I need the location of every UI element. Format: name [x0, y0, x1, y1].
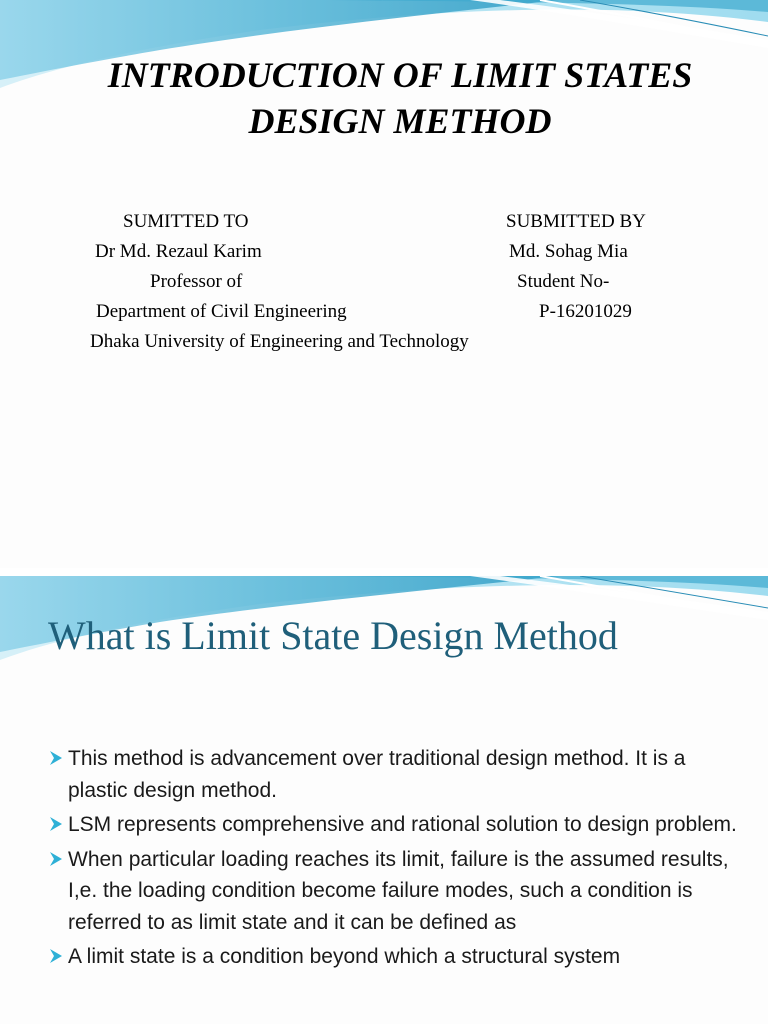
slide-title: What is Limit State Design Method [48, 613, 618, 658]
bullet-list [48, 743, 748, 976]
arrow-bullet-icon [48, 815, 64, 833]
supervisor-name: Dr Md. Rezaul Karim [95, 241, 262, 262]
list-item [48, 844, 748, 939]
submitted-to-heading: SUMITTED TO [123, 211, 249, 232]
title-line-1: INTRODUCTION OF LIMIT STATES [107, 55, 693, 95]
bullet-text: A limit state is a condition beyond which a structural system [68, 945, 621, 968]
bullet-text: When particular loading reaches its limit, failure is the assumed results, I,e. the loading condition become failure modes, such a condition is referred to as limit state and it can be defined as [68, 847, 729, 934]
student-name: Md. Sohag Mia [509, 241, 628, 262]
supervisor-university: Dhaka University of Engineering and Technology [90, 331, 469, 352]
supervisor-department: Department of Civil Engineering [96, 301, 347, 322]
student-number-label: Student No- [517, 271, 610, 292]
submitted-by-heading: SUBMITTED BY [506, 211, 646, 232]
bullet-text: This method is advancement over traditional design method. It is a plastic design method. [68, 747, 686, 802]
arrow-bullet-icon [48, 947, 64, 965]
list-item [48, 743, 748, 806]
arrow-bullet-icon [48, 749, 64, 767]
supervisor-position: Professor of [150, 271, 243, 292]
list-item [48, 809, 748, 841]
title-line-2: DESIGN METHOD [248, 101, 552, 141]
bullet-text: LSM represents comprehensive and rational solution to design problem. [68, 813, 737, 836]
arrow-bullet-icon [48, 850, 64, 868]
student-number: P-16201029 [539, 301, 632, 322]
presentation-title [40, 52, 760, 144]
slide-separator [0, 568, 768, 576]
list-item [48, 941, 748, 973]
